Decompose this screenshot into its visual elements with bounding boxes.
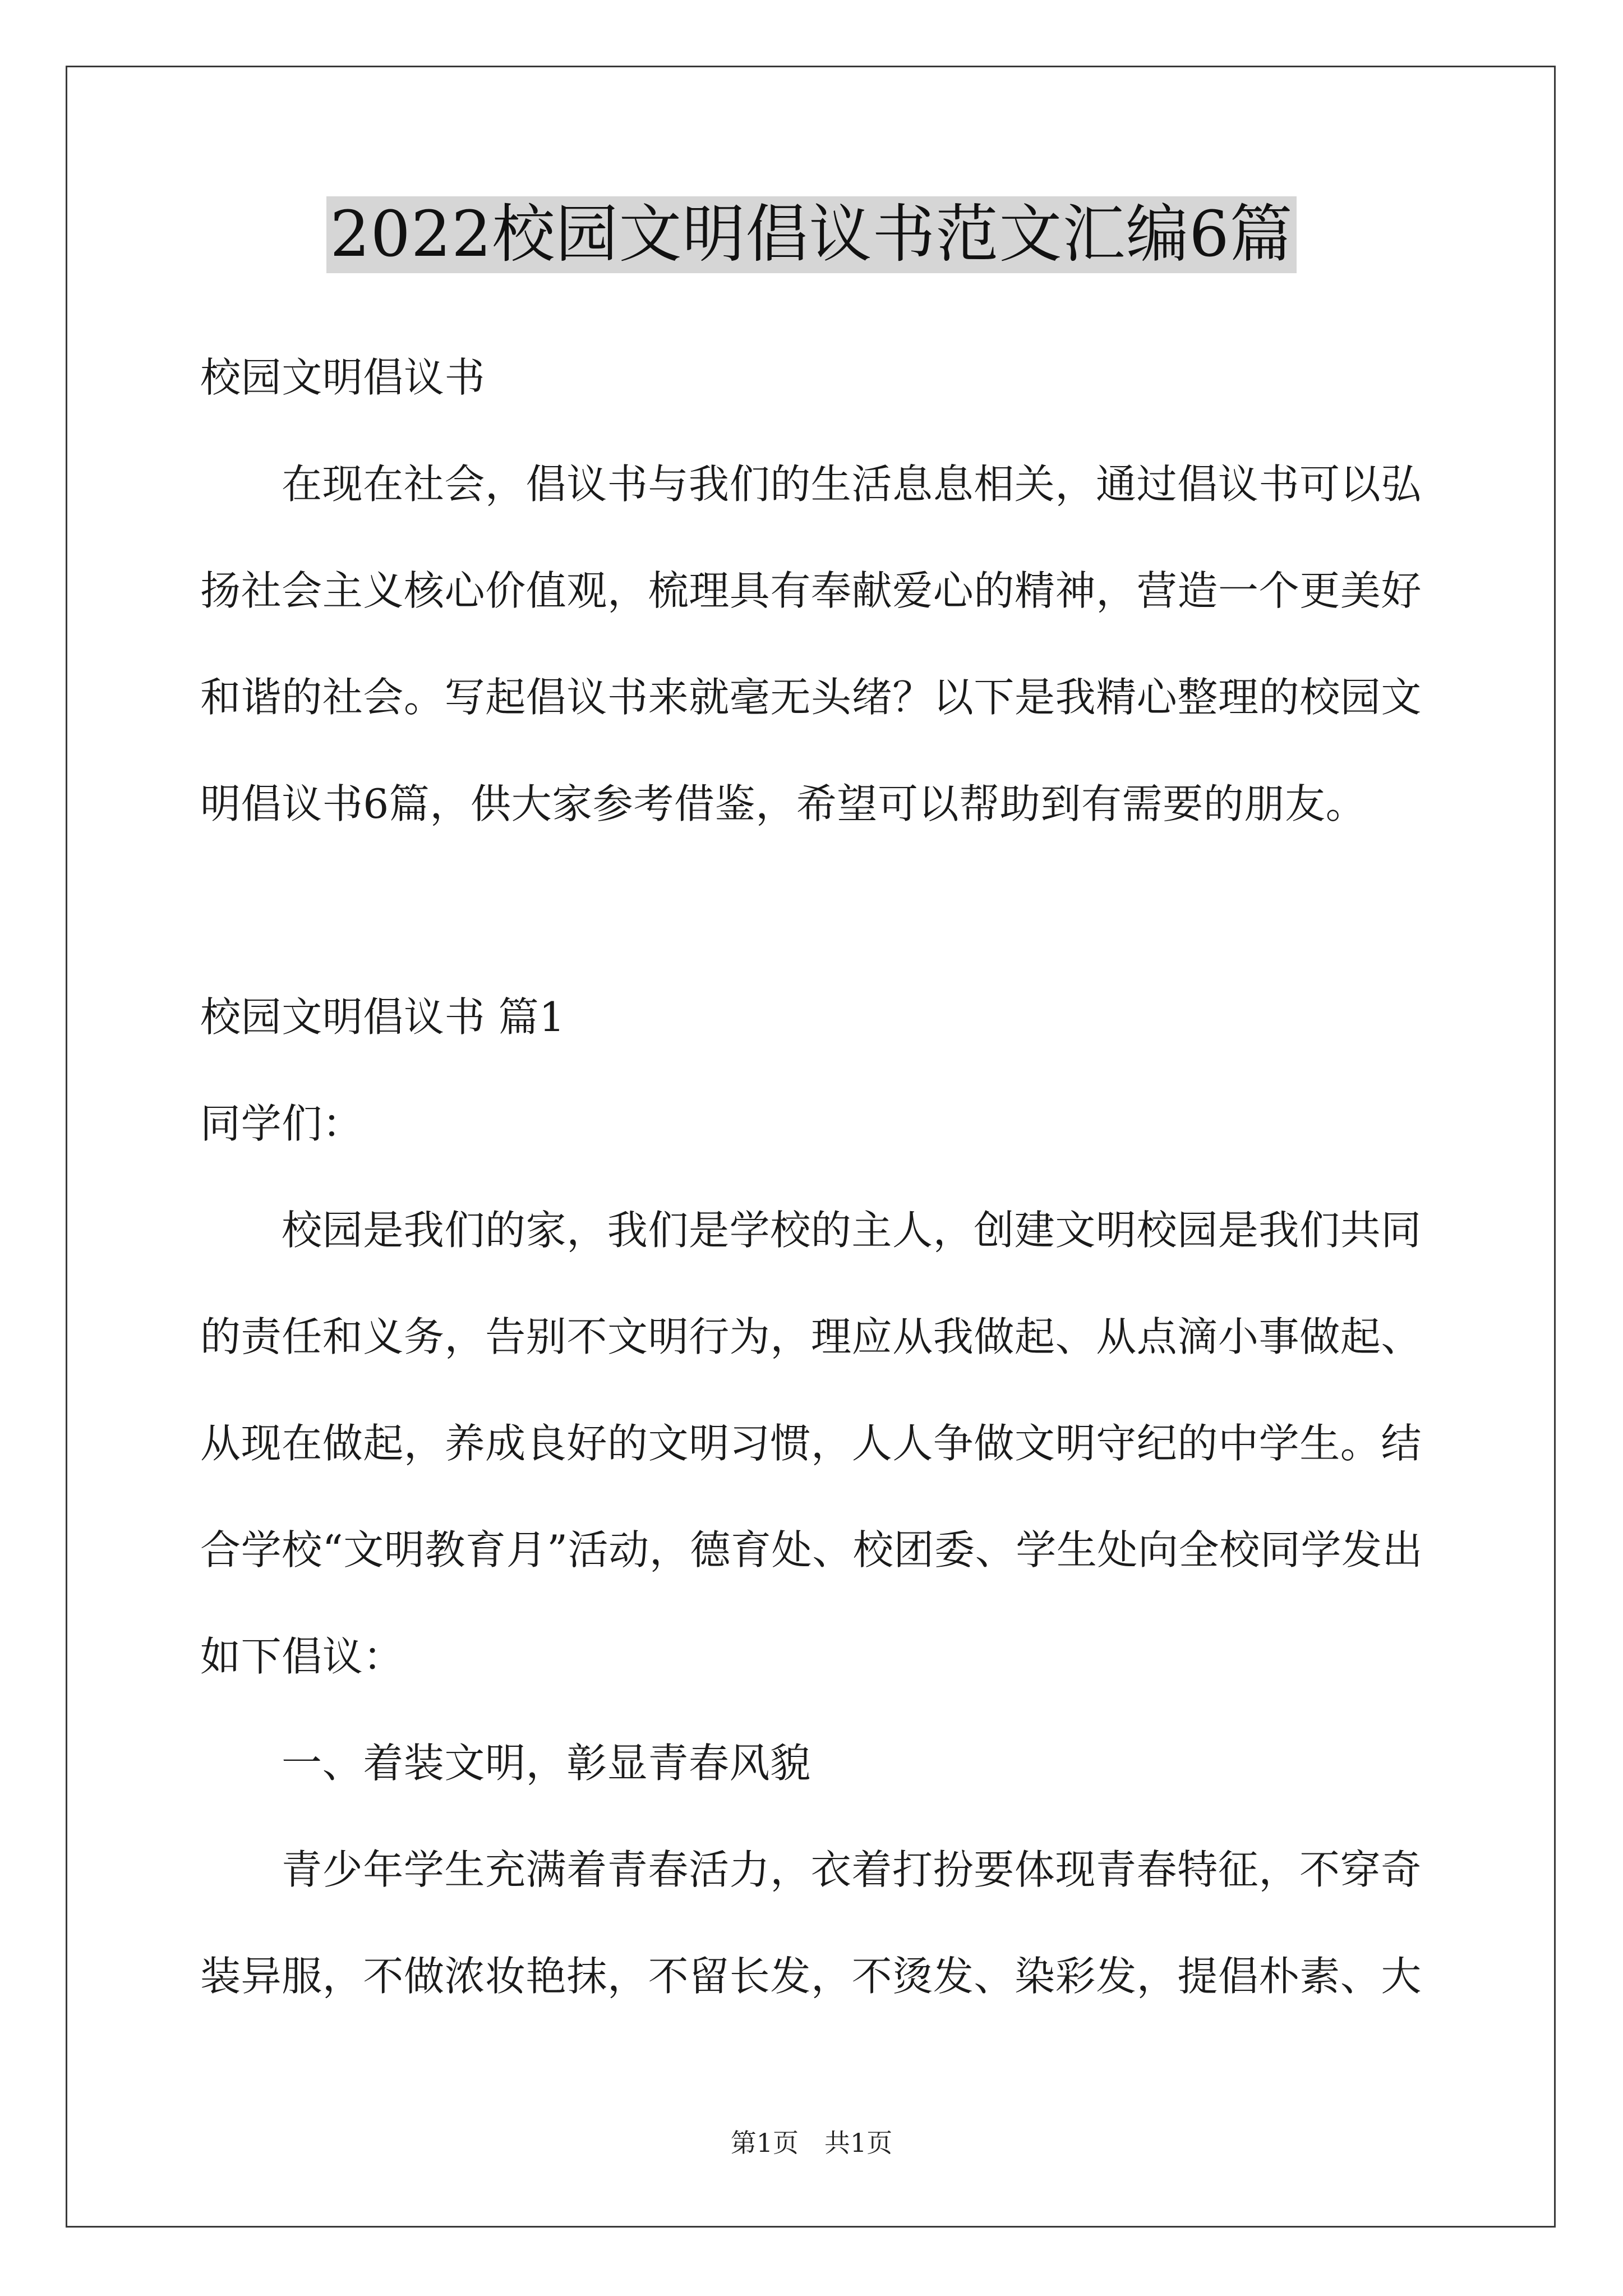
section-heading: 校园文明倡议书 篇1 <box>200 993 565 1041</box>
page-number-current: 第1页 <box>730 2128 799 2158</box>
intro-heading: 校园文明倡议书 <box>200 354 486 401</box>
salutation: 同学们： <box>200 1100 363 1147</box>
page-footer <box>0 2126 1623 2160</box>
document-body <box>200 324 1424 2030</box>
page-number-total: 共1页 <box>824 2128 893 2158</box>
item-heading: 一、着装文明，彰显青春风貌 <box>282 1740 811 1787</box>
item-paragraph: 青少年学生充满着青春活力，衣着打扮要体现青春特征，不穿奇装异服，不做浓妆艳抹，不留长发，不烫发、染彩发，提倡朴素、大 <box>200 1846 1422 2000</box>
intro-paragraph: 在现在社会，倡议书与我们的生活息息相关，通过倡议书可以弘扬社会主义核心价值观，梳理具有奉献爱心的精神，营造一个更美好和谐的社会。写起倡议书来就毫无头绪？以下是我精心整理的校园文明倡议书6篇，供大家参考借鉴，希望可以帮助到有需要的朋友。 <box>200 461 1422 827</box>
body-paragraph: 校园是我们的家，我们是学校的主人，创建文明校园是我们共同的责任和义务，告别不文明行为，理应从我做起、从点滴小事做起、从现在做起，养成良好的文明习惯，人人争做文明守纪的中学生。结合学校“文明教育月”活动，德育处、校团委、学生处向全校同学发出如下倡议： <box>200 1207 1423 1680</box>
title-block <box>0 196 1623 273</box>
document-title: 2022校园文明倡议书范文汇编6篇 <box>326 196 1296 273</box>
